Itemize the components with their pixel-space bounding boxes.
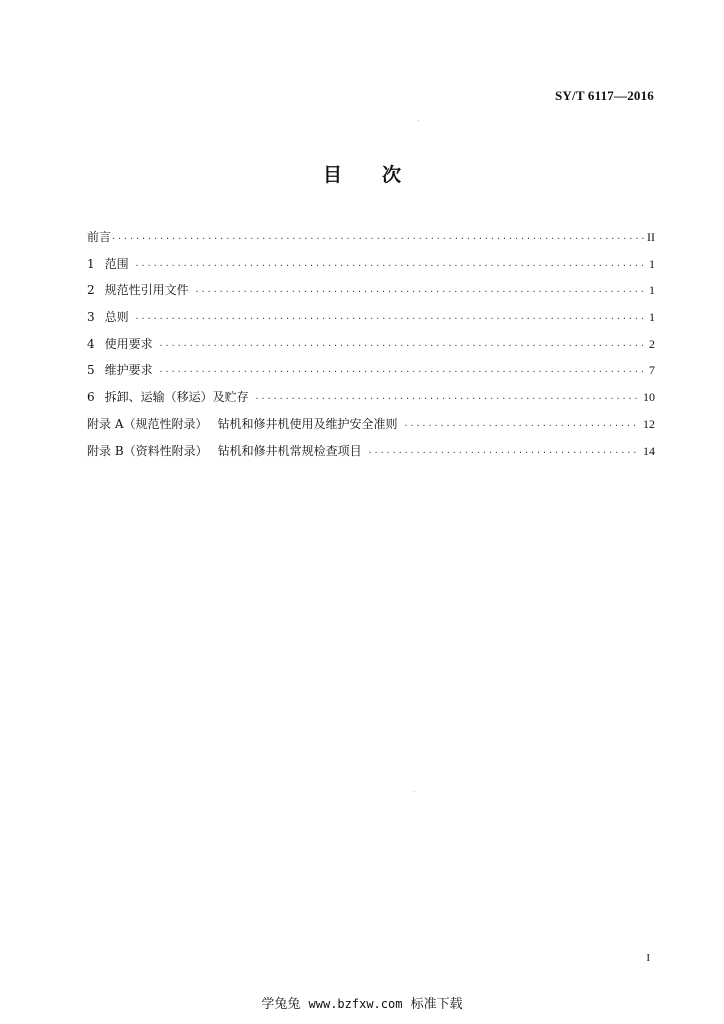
toc-entry-normative-references[interactable]	[87, 282, 655, 309]
toc-entry-page: 12	[643, 416, 655, 431]
toc-entry-foreword[interactable]	[87, 229, 655, 256]
toc-entry-scope[interactable]	[87, 256, 655, 283]
toc-entry-page: 14	[643, 443, 655, 458]
dot-leader	[404, 417, 641, 434]
toc-entry-page: 7	[649, 363, 655, 378]
toc-entry-annex-b[interactable]	[87, 443, 655, 470]
dot-leader	[368, 444, 640, 461]
toc-entry-number: 2	[87, 283, 95, 298]
toc-entry-page: 1	[649, 310, 655, 325]
toc-entry-label	[87, 416, 398, 433]
toc-title-part2: 次	[382, 164, 402, 186]
annex-designation: 附录 B（资料性附录）	[87, 443, 208, 458]
annex-title: 钻机和修井机使用及维护安全准则	[217, 416, 398, 431]
dot-leader	[159, 363, 646, 380]
toc-entry-number: 4	[87, 336, 95, 351]
scan-speck	[418, 120, 419, 121]
footer-tagline: 标准下载	[410, 997, 463, 1012]
toc-entry-page: 1	[649, 283, 655, 298]
toc-entry-number: 5	[87, 363, 95, 378]
toc-entry-label: 拆卸、运输（移运）及贮存	[104, 390, 249, 405]
page-number: I	[646, 952, 650, 964]
footer-site-name: 学兔兔	[261, 997, 301, 1012]
dot-leader	[135, 257, 646, 274]
standard-code: SY/T 6117—2016	[555, 88, 654, 103]
toc-entry-label: 使用要求	[104, 336, 153, 351]
toc-entry-maintenance-requirements[interactable]	[87, 362, 655, 389]
dot-leader	[195, 283, 646, 300]
toc-entry-label: 规范性引用文件	[104, 283, 189, 298]
annex-title: 钻机和修井机常规检查项目	[217, 443, 362, 458]
toc-entry-number: 6	[87, 390, 95, 405]
toc-entry-use-requirements[interactable]	[87, 336, 655, 363]
toc-entry-page: 1	[649, 256, 655, 271]
dot-leader	[135, 310, 646, 327]
scan-speck	[414, 791, 415, 792]
toc-entry-label: 总则	[104, 310, 129, 325]
table-of-contents	[87, 229, 655, 469]
footer-url[interactable]: www.bzfxw.com	[308, 997, 403, 1011]
toc-entry-page: 2	[649, 336, 655, 351]
toc-entry-general[interactable]	[87, 309, 655, 336]
toc-entry-page: II	[647, 230, 655, 244]
annex-designation: 附录 A（规范性附录）	[87, 416, 208, 431]
toc-entry-number: 1	[87, 256, 95, 271]
dot-leader	[111, 230, 644, 247]
toc-entry-label: 维护要求	[104, 363, 153, 378]
toc-title	[0, 160, 724, 187]
toc-title-part1: 目	[322, 164, 342, 186]
dot-leader	[255, 390, 640, 407]
footer-watermark	[0, 993, 724, 1012]
toc-entry-label: 范围	[104, 256, 129, 271]
toc-entry-page: 10	[643, 390, 655, 405]
toc-entry-number: 3	[87, 310, 95, 325]
toc-entry-label	[87, 443, 362, 460]
dot-leader	[159, 337, 646, 354]
toc-entry-label: 前言	[87, 230, 112, 244]
toc-entry-disassembly-transport-storage[interactable]	[87, 389, 655, 416]
toc-entry-annex-a[interactable]	[87, 416, 655, 443]
